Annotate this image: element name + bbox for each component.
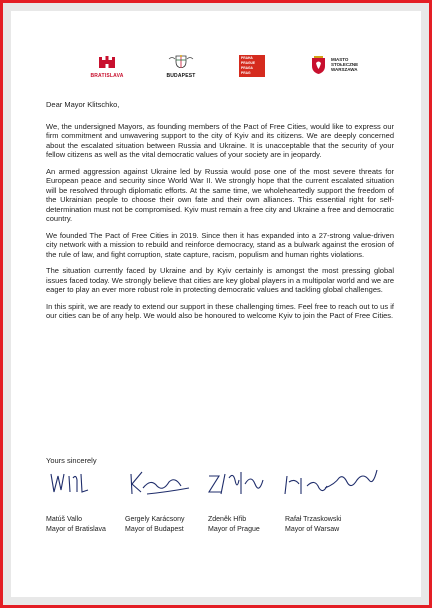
budapest-logo-text: BUDAPEST — [166, 73, 196, 79]
prague-logo-line: PRAHA — [241, 56, 253, 60]
signatory-title: Mayor of Warsaw — [285, 525, 340, 533]
closing: Yours sincerely — [46, 456, 97, 465]
prague-logo-line: PRAGUE — [241, 61, 256, 65]
bratislava-logo-text: BRATISLAVA — [90, 73, 124, 79]
bratislava-castle-icon — [98, 56, 116, 68]
budapest-crest-icon — [167, 55, 195, 68]
signatory-title: Mayor of Prague — [208, 525, 260, 533]
signature-karacsony — [131, 472, 189, 494]
paragraph: We founded The Pact of Free Cities in 2019. Since then it has expanded into a 27-strong value-driven city network with a mission to rebuild and reinforce democracy, stand as a bulwark against the erosion of the rule of law, and fight corruption, state capture, racism, populism and human rights violations. — [46, 230, 394, 259]
signatory — [46, 515, 106, 534]
warsaw-logo-text — [331, 57, 358, 72]
signature-trzaskowski — [285, 470, 377, 494]
signatory-title: Mayor of Budapest — [125, 525, 184, 533]
letter-page — [11, 11, 421, 597]
paragraph: We, the undersigned Mayors, as founding members of the Pact of Free Cities, would like to express our firm commitment and unwavering support to the city of Kyiv and its citizens. We are deeply concerned about the escalated situation between Russia and Ukraine. It is unacceptable that the security of your fellow citizens as well as the vital democratic values of your society are in jeopardy. — [46, 121, 394, 159]
warsaw-shield-icon — [311, 55, 326, 74]
signatory-name: Gergely Karácsony — [125, 516, 185, 523]
signatory — [125, 515, 185, 534]
warsaw-logo-line: MIASTO — [331, 57, 349, 62]
prague-logo — [239, 55, 271, 77]
red-frame-inner — [3, 3, 429, 605]
signatory-name: Zdeněk Hřib — [208, 516, 247, 523]
warsaw-logo-line: STOŁECZNE — [331, 62, 359, 67]
budapest-logo — [161, 55, 201, 79]
signatory — [285, 515, 341, 534]
signatory-name: Rafał Trzaskowski — [285, 516, 342, 523]
signatures — [43, 464, 403, 504]
prague-logo-line: PRAGA — [241, 66, 253, 70]
city-logos — [11, 55, 421, 85]
paragraph: In this spirit, we are ready to extend our support in these challenging times. Feel free to reach out to us if our cities can be of any help. We would also be honoured to welcome Kyiv to join the Pact of Free Cities. — [46, 301, 394, 320]
signatory-name: Matúš Vallo — [46, 516, 83, 523]
salutation: Dear Mayor Klitschko, — [46, 100, 120, 109]
bratislava-logo — [87, 55, 127, 79]
signature-hrib — [209, 472, 263, 494]
prague-logo-box — [239, 55, 265, 77]
paragraph: The situation currently faced by Ukraine and by Kyiv certainly is amongst the most pressing global issues faced today. We strongly believe that cities are key global players in a multipolar world and we are eager to play an ever more robust role in protecting democratic values and tackling global challenges. — [46, 266, 394, 294]
paragraph: An armed aggression against Ukraine led by Russia would pose one of the most severe threats for European peace and security since World War II. We strongly hope that the current escalated situation will be resolved through diplomatic efforts. At the same time, we wholeheartedly support the freedom of the Ukrainian people to choose their own fate and their own alliances. This essential right for self-determination must not be compromised. Kyiv must remain a free city and Ukraine a free and democratic country. — [46, 166, 394, 223]
signatory-title: Mayor of Bratislava — [46, 525, 106, 533]
warsaw-logo-line: WARSZAWA — [331, 67, 358, 72]
letter-body — [46, 100, 394, 328]
signature-vallo — [51, 474, 88, 492]
signatory — [208, 515, 260, 534]
prague-logo-line: PRAG — [241, 71, 251, 75]
